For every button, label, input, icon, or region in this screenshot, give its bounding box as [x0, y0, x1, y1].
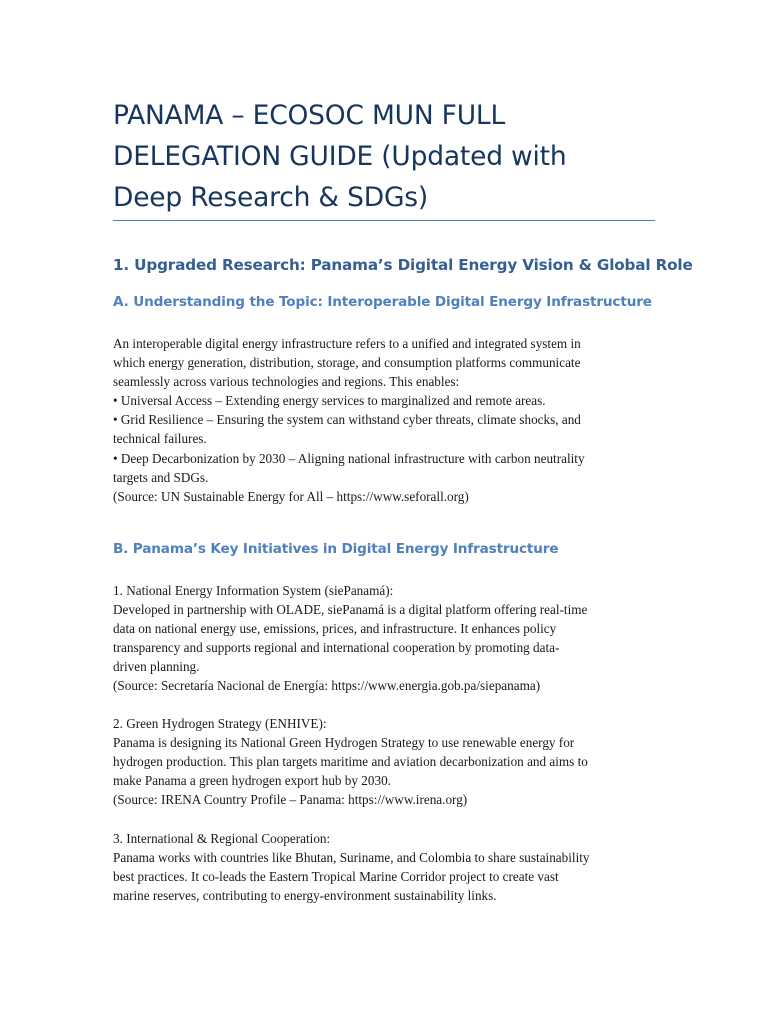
text-line: Panama works with countries like Bhutan, Suriname, and Colombia to share sustainability [113, 850, 590, 866]
text-line: technical failures. [113, 431, 207, 447]
text-line: Developed in partnership with OLADE, siePanamá is a digital platform offering real-time [113, 602, 588, 618]
source-citation: (Source: IRENA Country Profile – Panama: https://www.irena.org) [113, 792, 468, 808]
text-line: Panama is designing its National Green Hydrogen Strategy to use renewable energy for [113, 735, 575, 751]
bullet-item: • Deep Decarbonization by 2030 – Aligning national infrastructure with carbon neutrality [113, 450, 585, 466]
title-line: Deep Research & SDGs) [113, 182, 429, 213]
subsection-heading-a: A. Understanding the Topic: Interoperable Digital Energy Infrastructure [113, 294, 652, 310]
text-line: hydrogen production. This plan targets maritime and aviation decarbonization and aims to [113, 754, 588, 770]
title-line: PANAMA – ECOSOC MUN FULL [113, 100, 506, 131]
list-item-title: 1. National Energy Information System (siePanamá): [113, 583, 394, 598]
section-heading-1: 1. Upgraded Research: Panama’s Digital Energy Vision & Global Role [113, 256, 693, 274]
document-title [113, 95, 655, 218]
source-citation: (Source: Secretaría Nacional de Energía: https://www.energia.gob.pa/siepanama) [113, 678, 541, 694]
text-line: marine reserves, contributing to energy-environment sustainability links. [113, 888, 497, 904]
text-line: targets and SDGs. [113, 469, 209, 485]
bullet-item: • Universal Access – Extending energy services to marginalized and remote areas. [113, 393, 546, 409]
subsection-heading-b: B. Panama’s Key Initiatives in Digital Energy Infrastructure [113, 541, 559, 557]
text-line: An interoperable digital energy infrastructure refers to a unified and integrated system in [113, 336, 581, 351]
text-line: transparency and supports regional and international cooperation by promoting data- [113, 640, 560, 656]
source-citation: (Source: UN Sustainable Energy for All – https://www.seforall.org) [113, 488, 469, 504]
text-line: best practices. It co-leads the Eastern Tropical Marine Corridor project to create vast [113, 869, 559, 885]
bullet-item: • Grid Resilience – Ensuring the system can withstand cyber threats, climate shocks, and [113, 412, 581, 428]
text-line: make Panama a green hydrogen export hub by 2030. [113, 773, 391, 789]
text-line: which energy generation, distribution, storage, and consumption platforms communicate [113, 355, 581, 371]
text-line: seamlessly across various technologies and regions. This enables: [113, 374, 460, 390]
paragraph-topic-overview [113, 334, 658, 506]
text-line: data on national energy use, emissions, prices, and infrastructure. It enhances policy [113, 621, 557, 637]
paragraph-initiative-1 [113, 581, 658, 696]
paragraph-initiative-3 [113, 829, 658, 905]
title-divider [113, 220, 655, 221]
text-line: driven planning. [113, 659, 200, 675]
list-item-title: 3. International & Regional Cooperation: [113, 831, 331, 846]
title-line: DELEGATION GUIDE (Updated with [113, 141, 567, 172]
list-item-title: 2. Green Hydrogen Strategy (ENHIVE): [113, 716, 327, 731]
paragraph-initiative-2 [113, 714, 658, 809]
